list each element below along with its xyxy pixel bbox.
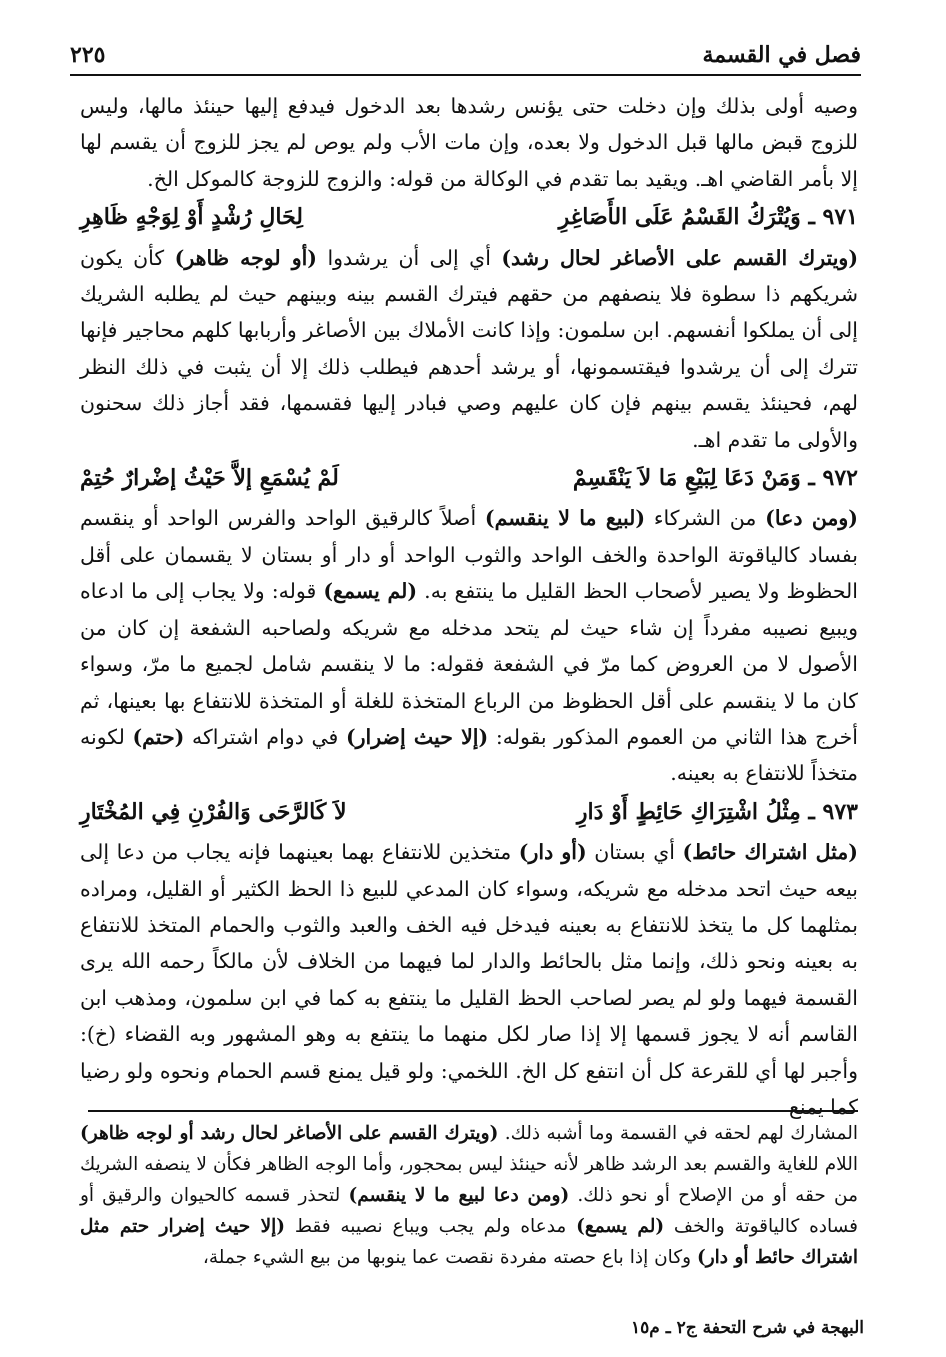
lemma: (مثل اشتراك حائط) [682,840,858,865]
lemma: (ومن دعا لبيع ما لا ينقسم) [348,1185,570,1206]
commentary-972 [80,500,858,791]
commentary-971 [80,240,858,458]
lemma: (إلا حيث إضرار) [345,724,489,749]
page-footer: البهجة في شرح التحفة ج٢ ـ م١٥ [631,1318,864,1338]
lemma: (ومن دعا) [765,506,859,531]
commentary-text: لكونه متخذاً للانتفاع به بعينه. [80,724,858,786]
footnote-text: وكان إذا باع حصته مفردة نقصت عما ينوبها من بيع الشيء جملة، [202,1247,697,1268]
verse-972-first-hemistich: ٩٧٢ ـ وَمَنْ دَعَا لِبَيْعِ مَا لاَ يَنْقَسِمْ [572,465,858,492]
footnote-text: مدعاه ولم يجب ويباع نصيبه فقط [285,1216,577,1237]
commentary-text: أي بستان [586,840,683,865]
verse-971-second-hemistich: لِحَالِ رُشْدٍ أَوْ لِوَجْهٍ ظَاهِرِ [80,204,303,231]
footnote-paragraph [80,1118,858,1273]
verse-973-first-hemistich: ٩٧٣ ـ مِثْلُ اشْتِرَاكِ حَائِطٍ أَوْ دَارِ [576,798,858,825]
commentary-text: في دوام اشتراكه [184,724,346,749]
lemma: (إلا حيث إضرار حتم مثل اشتراك حائط أو دار) [80,1216,858,1268]
verse-972-second-hemistich: لَمْ يُسْمَعِ إلاَّ حَيْثُ إضْرارٌ حُتِمْ [80,465,339,492]
lemma: (ويترك القسم على الأصاغر لحال رشد أو لوجه ظاهر) [80,1123,499,1144]
lemma: (أو لوجه ظاهر) [174,245,317,270]
page-header [70,28,861,76]
lemma: (لم يسمع) [323,579,418,604]
verse-973-second-hemistich: لاَ كَالرَّحَى وَالفُرْنِ فِي المُخْتَارِ [80,798,347,825]
page-number: ٢٢٥ [70,42,106,68]
verse-971-first-hemistich: ٩٧١ ـ وَيُتْرَكُ القَسْمُ عَلَى الأَصَاغِرِ [558,204,858,231]
commentary-text: قوله: ولا يجاب إلى ما ادعاه ويبيع نصيبه مفرداً إن شاء حيث لم يتحد مدخله مع شريكه ولصاحبه الشفعة إن كان من الأصول لا من العروض كما مرّ في الشفعة فقوله: ما لا ينقسم شامل لجميع ما مرّ، وسواء كان ما لا ينقسم على أقل الحظوظ من الرباع المتخذة للغلة أو المتخذة للانتفاع بها بعينها، ثم أخرج هذا الثاني من العموم المذكور بقوله: [80,579,858,749]
footnote-text: لتحذر قسمه كالحيوان والرقيق أو فساده كالياقوتة والخف [80,1185,859,1237]
lemma: (حتم) [132,724,185,749]
commentary-text: أصلاً كالرقيق الواحد والفرس الواحد أو ينقسم بفساد كالياقوتة الواحدة والخف الواحد والثوب الواحد أو دار أو بستان لا يقسمان على أقل الحظوظ ولا يصير لأصحاب الحظ القليل ما ينتفع به. [80,506,858,604]
intro-paragraph: وصيه أولى بذلك وإن دخلت حتى يؤنس رشدها بعد الدخول فيدفع إليها حينئذ مالها، وليس للزوج قبض مالها قبل الدخول ولا بعده، وإن مات الأب ولم يوص لم يجز للزوج أن يقسم لها إلا بأمر القاضي اهـ. ويقيد بما تقدم في الوكالة من قوله: والزوج للزوجة كالموكل الخ. [80,94,858,191]
lemma: (ويترك القسم على الأصاغر لحال رشد) [501,245,859,270]
commentary-text: متخذين للانتفاع بهما بعينهما فإنه يجاب من دعا إلى بيعه حيث اتحد مدخله مع شريكه، وسواء كان المدعي للبيع ذا الحظ الكثير أو القليل، ومراده بمثلهما كل ما يتخذ للانتفاع به بعينه فيدخل فيه الخف والعبد والثوب والحمام المتخذ للانتفاع به بعينه ونحو ذلك، وإنما مثل بالحائط والدار لما فيهما من الخلاف لأن مالكاً رحمه الله يرى القسمة فيهما ولو لم يصر لصاحب الحظ القليل ما ينتفع به كما في ابن سلمون، ومذهب ابن القاسم أنه لا يجوز قسمها إلا إذا صار لكل منهما ما ينتفع به وهو المشهور وبه القضاء (خ): وأجبر لها أي للقرعة كل أن انتفع كل الخ. اللخمي: ولو قيل يمنع قسم الحمام ونحوه ولو رضيا كما يمنع [80,840,858,1119]
commentary-text: كأن يكون شريكهم ذا سطوة فلا ينصفهم من حقهم فيترك القسم بينه وبينهم حيث لم يطلبه الشريك إلى أن يملكوا أنفسهم. ابن سلمون: وإذا كانت الأملاك بين الأصاغر وأربابها كلهم محاجير فإنها تترك إلى أن يرشدوا فيقتسمونها، أو يرشد أحدهم فيطلب ذلك إلا أن يثبت في ذلك النظر لهم، فحينئذ يقسم بينهم فإن كان عليهم وصي فبادر إليها فقسمها، فقد أجاز ذلك سحنون والأولى ما تقدم اهـ. [80,245,858,452]
commentary-text: من الشركاء [645,506,766,531]
footnote-block [80,1118,858,1273]
verse-971 [80,197,858,239]
commentary-973 [80,834,858,1125]
chapter-title: فصل في القسمة [702,42,861,68]
footnote-text: اللام للغاية والقسم بعد الرشد ظاهر لأنه حينئذ ليس بمحجور، وأما الوجه الظاهر فكأن لا ينصفه الشريك من حقه أو من الإصلاح أو نحو ذلك. [80,1154,858,1206]
lemma: (لم يسمع) [576,1216,665,1237]
footnote-text: المشارك لهم لحقه في القسمة وما أشبه ذلك. [498,1123,859,1144]
lemma: (أو دار) [518,840,587,865]
main-text [80,88,858,1125]
verse-972 [80,458,858,500]
lemma: (لبيع ما لا ينقسم) [484,506,646,531]
verse-973 [80,792,858,834]
footnote-divider [88,1110,858,1112]
commentary-text: أي إلى أن يرشدوا [317,245,502,270]
